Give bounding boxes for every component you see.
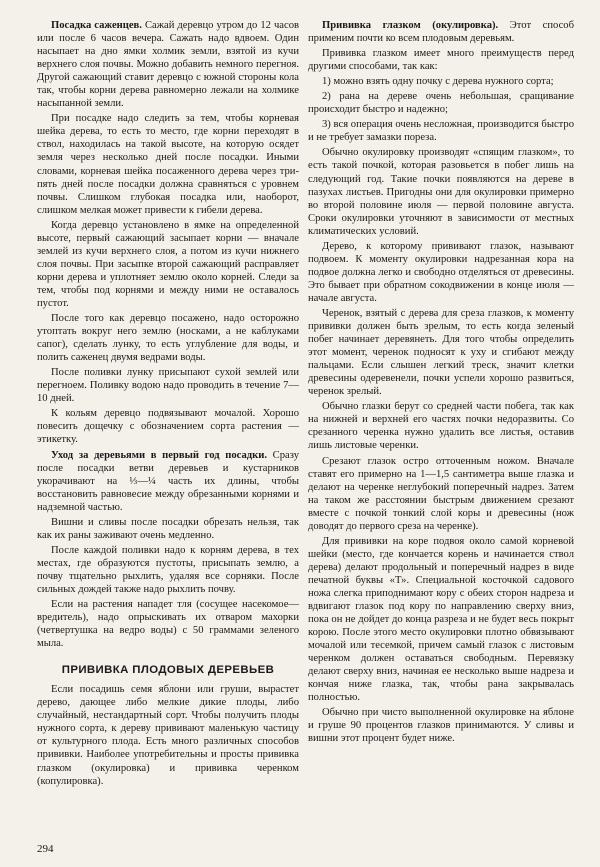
page-number: 294 <box>37 843 54 855</box>
list-item: 2) рана на дереве очень небольшая, сращивание происходит быстро и надежно; <box>308 91 574 116</box>
paragraph: Обычно при чисто выполненной окулировке на яблоне и груше 90 процентов глазков принимаются. У сливы и вишни этот процент будет ниже. <box>308 707 574 745</box>
paragraph: При посадке надо следить за тем, чтобы корневая шейка дерева, то есть то место, где корни переходят в ствол, находилась на такой высоте, на которую осядет земля через несколько дней после посадки. Иными словами, корневая шейка посаженного дерева через три-пять дней после посадки должна сравняться с уровнем почвы. Слишком глубокая посадка или, наоборот, слишком мелкая может привести к гибели дерева. <box>37 113 299 216</box>
paragraph: Прививка глазком имеет много преимуществ перед другими способами, так как: <box>308 48 574 73</box>
paragraph <box>308 19 574 45</box>
paragraph-lead: Прививка глазком (окулировка). <box>322 20 499 31</box>
paragraph: Обычно глазки берут со средней части побега, так как на нижней и верхней его частях почки недоразвиты. Со срезанного черенка нужно удалить все листья, оставив лишь листовые черенки. <box>308 401 574 452</box>
paragraph-text: Сразу после посадки ветви деревьев и кустарников укорачивают на ⅓—¼ часть их длины, чтобы восстановить равновесие между обрезанными корнями и надземной частью. <box>37 449 299 513</box>
left-column <box>37 19 299 790</box>
paragraph: Если на растения нападет тля (сосущее насекомое—вредитель), надо опрыскивать их отваром махорки (четвертушка на ведро воды) с 50 граммами зеленого мыла. <box>37 599 299 650</box>
section-title: ПРИВИВКА ПЛОДОВЫХ ДЕРЕВЬЕВ <box>61 664 275 677</box>
paragraph: После поливки лунку присыпают сухой землей или перегноем. Поливку водою надо проводить в течение 7—10 дней. <box>37 367 299 405</box>
paragraph: Если посадишь семя яблони или груши, вырастет дерево, дающее либо мелкие дикие плоды, либо случайный, нестандартный сорт. Чтобы получить плоды нужного сорта, к дереву прививают маленькую частицу от культурного плода. Есть много различных способов прививки. Наиболее употребительны и просты прививка глазком (окулировка) и прививка черенком (копулировка). <box>37 684 299 787</box>
paragraph: К кольям деревцо подвязывают мочалой. Хорошо повесить дощечку с обозначением сорта растения — этикетку. <box>37 408 299 446</box>
paragraph: После каждой поливки надо к корням дерева, в тех местах, где образуются пустоты, присыпать землю, а почву тщательно рыхлить, удаляя все сорняки. После сильных дождей также надо рыхлить почву. <box>37 544 299 595</box>
paragraph: После того как деревцо посажено, надо осторожно утоптать вокруг него землю (носками, а не каблуками сапог), сделать лунку, то есть углубление для воды, и полить саженец двумя ведрами воды. <box>37 313 299 364</box>
paragraph <box>37 19 299 110</box>
paragraph: Когда деревцо установлено в ямке на определенной высоте, первый сажающий засыпает корни — вначале землей из кучи верхнего слоя, а потом из кучи нижнего слоя почвы. При засыпке второй сажающий расправляет корни дерева и уплотняет землю около корней. Следи за тем, чтобы под корнями и между ними не оставалось пустот. <box>37 219 299 309</box>
paragraph-text: Этот способ применим почти ко всем плодовым деревьям. <box>308 20 574 45</box>
paragraph: Вишни и сливы после посадки обрезать нельзя, так как их раны заживают очень медленно. <box>37 516 299 541</box>
paragraph: Дерево, к которому прививают глазок, называют подвоем. К моменту окулировки надрезанная кора на подвое должна легко и свободно отделяться от древесины. Это бывает при обратном сокодвижении в конце июля — начале августа. <box>308 240 574 304</box>
paragraph: Срезают глазок остро отточенным ножом. Вначале ставят его примерно на 1—1,5 сантиметра выше глазка и делают на черенке неглубокий поперечный надрез. Затем на таком же расстоянии быстрым движением срезают вместе с почкой тонкий слой коры и древесины (нож доводят до первого среза на черенке). <box>308 455 574 532</box>
paragraph-text: Сажай деревцо утром до 12 часов или после 6 часов вечера. Сажать надо вдвоем. Один насыпает на дно ямки холмик земли, взятой из кучи верхнего слоя почвы. Можно добавить немного перегноя. Другой сажающий ставит деревцо с южной стороны кола так, чтобы корни дерева равномерно лежали на холмике насыпанной земли. <box>37 20 299 110</box>
paragraph: Для прививки на коре подвоя около самой корневой шейки (место, где кончается корень и начинается ствол дерева) делают продольный и поперечный надрез в виде печатной буквы «Т». Специальной косточкой садового ножа слегка приподнимают кору с обеих сторон надреза и вдвигают глазок под кору по направлению сверху вниз, пока он не дойдет до конца разреза и не будет весь покрыт корою. После этого место окулировки плотно обвязывают мочалой или тесемкой, причем самый глазок с листовым черенком должен оставаться свободным. Перевязку делают сверху вниз, начиная ее несколько выше надреза и кончая ниже глазка, так, чтобы рана закрывалась полностью. <box>308 535 574 704</box>
paragraph-lead: Посадка саженцев. <box>51 20 142 31</box>
paragraph-lead: Уход за деревьями в первый год посадки. <box>51 449 267 461</box>
right-column <box>308 19 574 748</box>
paragraph <box>37 449 299 514</box>
paragraph: Обычно окулировку производят «спящим глазком», то есть такой почкой, которая разовьется в побег лишь на следующий год. Такие почки появляются на дереве в пазухах листьев. Пригодны они для окулировки примерно во второй половине июля — первой половине августа. Сроки окулировки уточняют в зависимости от местных климатических условий. <box>308 147 574 237</box>
list-item: 1) можно взять одну почку с дерева нужного сорта; <box>322 76 554 88</box>
list-item: 3) вся операция очень несложная, производится быстро и не требует замазки пореза. <box>308 119 574 144</box>
paragraph: Черенок, взятый с дерева для среза глазков, к моменту прививки должен быть зрелым, то есть когда зеленый побег начинает деревянеть. Для того чтобы определить этот момент, черенок подносят к уху и сгибают между пальцами. Если слышен легкий треск, значит клетки древесины одеревенели, почки успели хорошо развиться, черенок зрелый. <box>308 307 574 398</box>
